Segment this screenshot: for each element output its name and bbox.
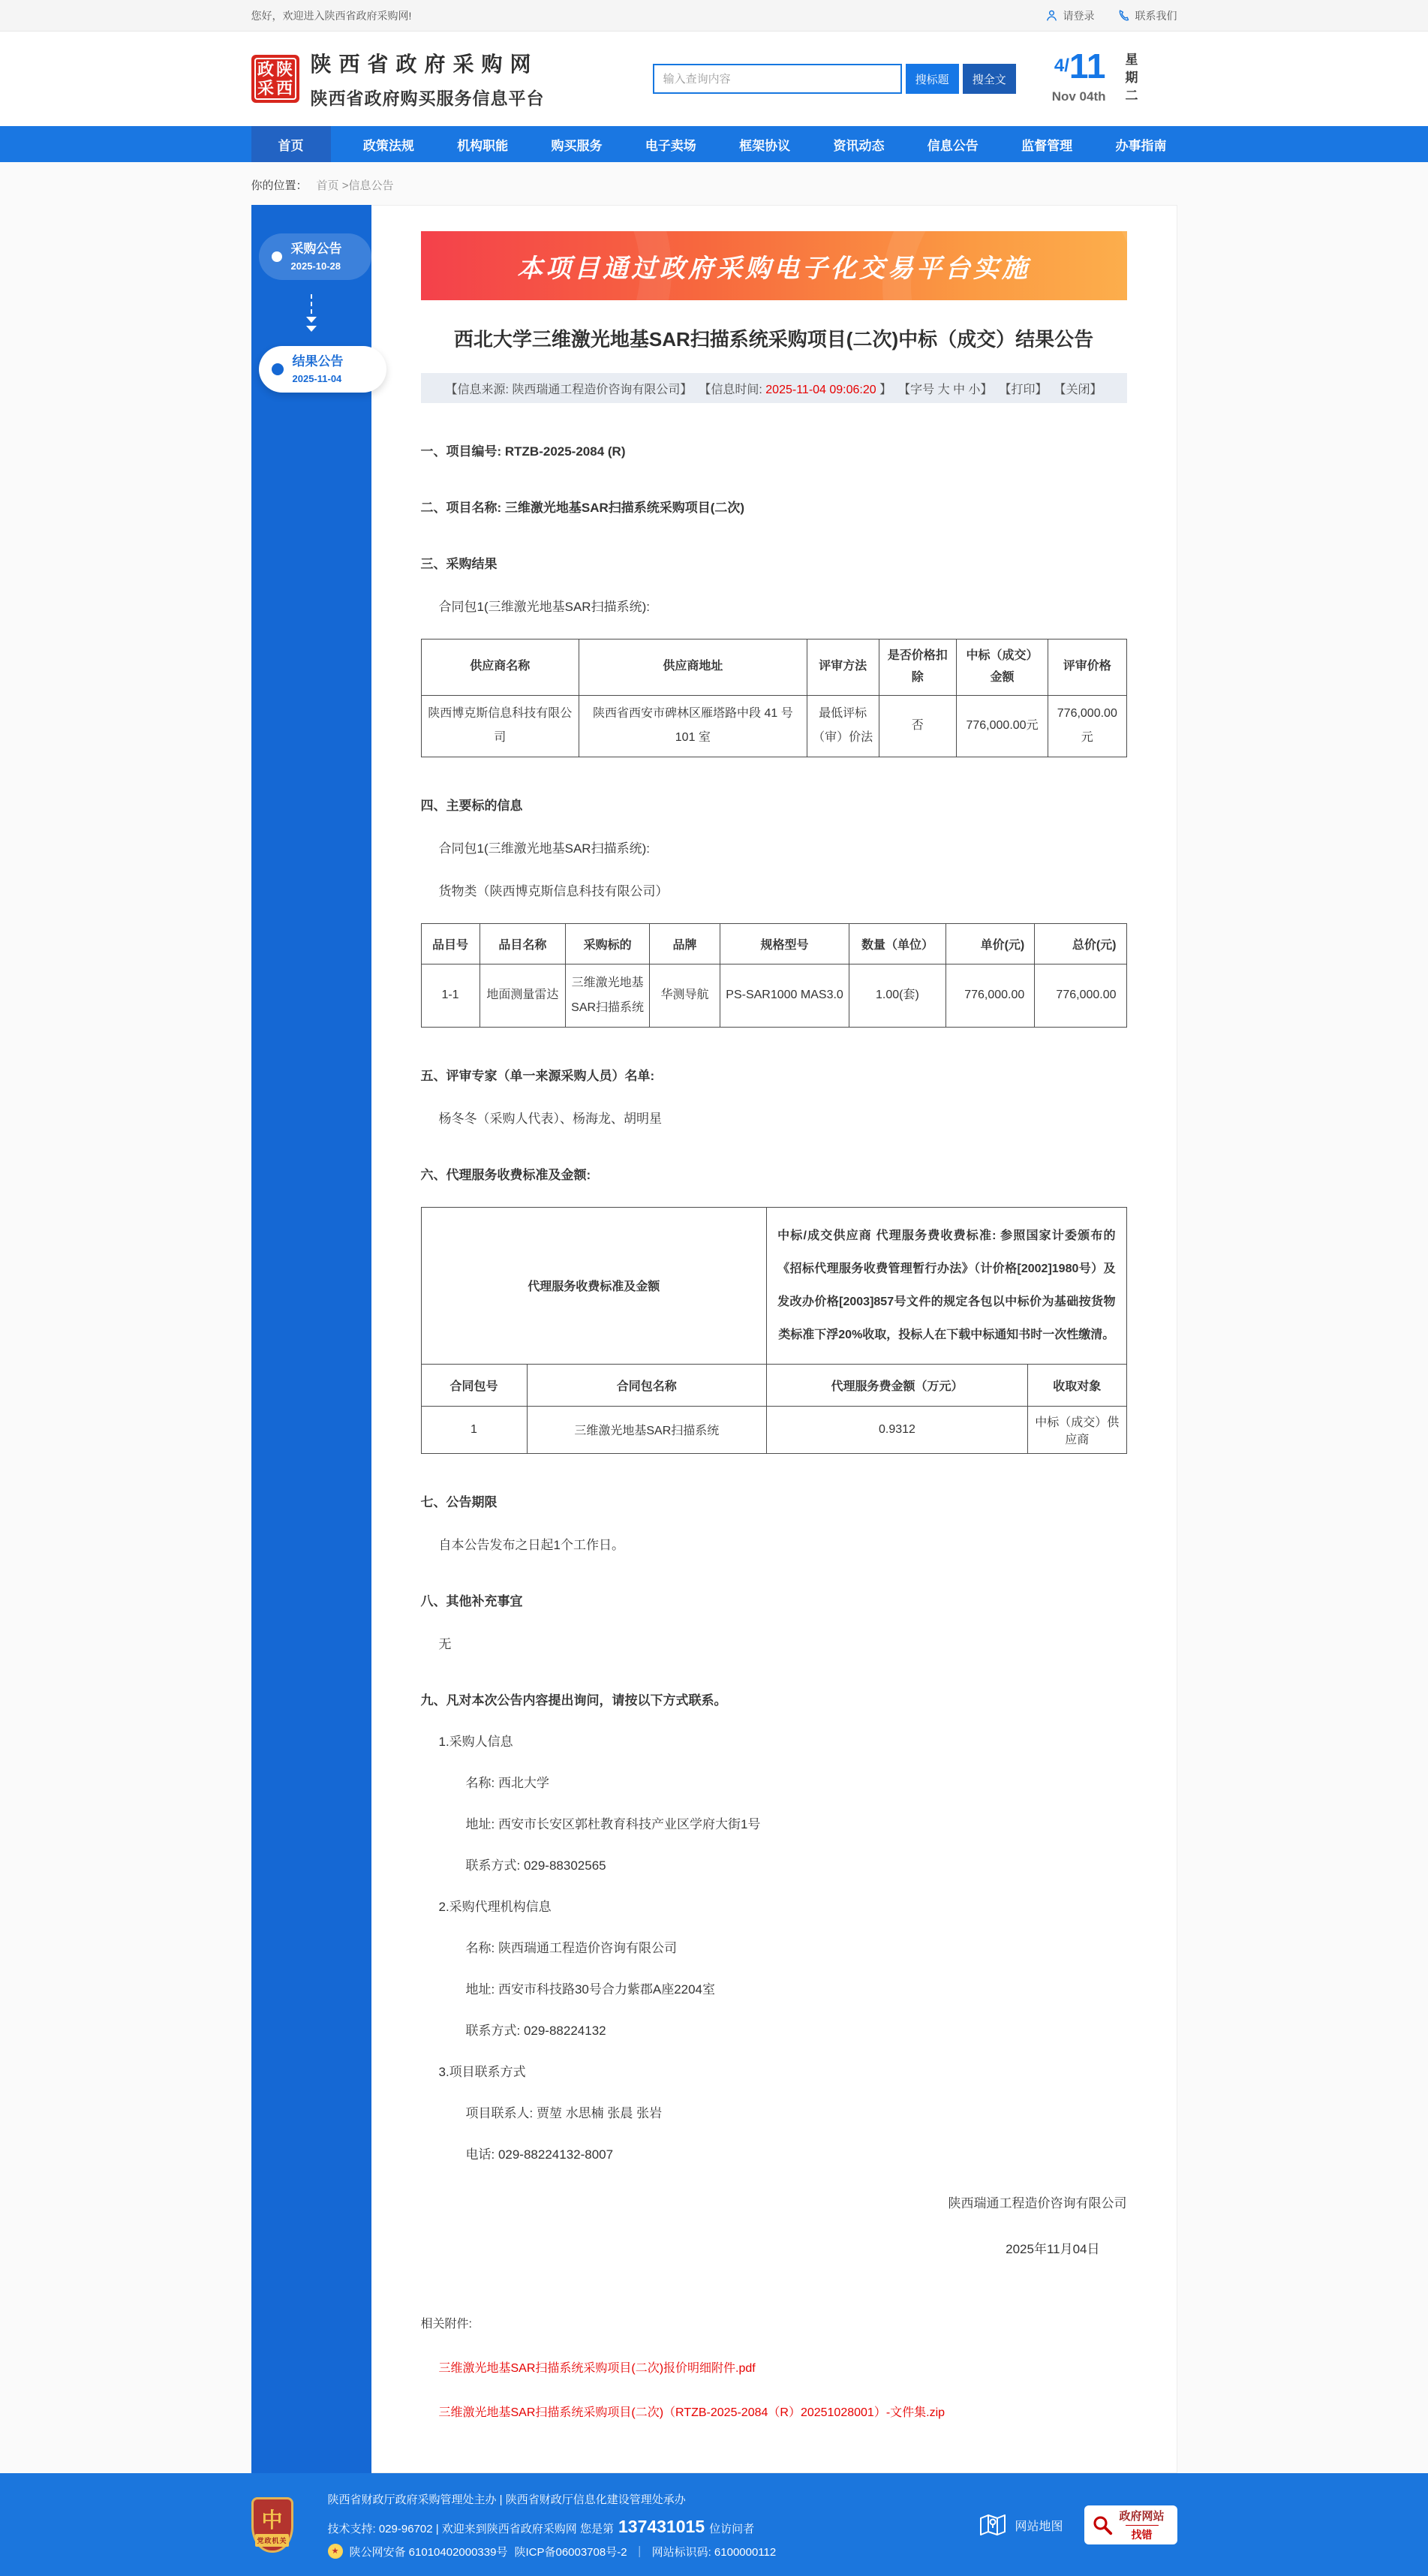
section-agency-fee-heading: 六、代理服务收费标准及金额: bbox=[420, 1167, 591, 1182]
login-link[interactable] bbox=[1045, 8, 1095, 23]
section-subject-heading: 四、主要标的信息 bbox=[420, 798, 523, 813]
column-header: 合同包名称 bbox=[527, 1364, 767, 1406]
table-header-row bbox=[421, 639, 1126, 696]
sidebar-item-date: 2025-11-04 bbox=[292, 372, 342, 384]
sidebar-item-title: 结果公告 bbox=[292, 354, 344, 369]
shield-label: 党政机关 bbox=[255, 2534, 289, 2547]
column-header: 供应商地址 bbox=[579, 639, 807, 696]
nav-item-framework[interactable]: 框架协议 bbox=[739, 138, 791, 153]
contact-line: 地址: 西安市科技路30号合力紫郡A座2204室 bbox=[465, 1982, 716, 1997]
search-fulltext-button[interactable]: 搜全文 bbox=[963, 64, 1016, 94]
footer-registration-line: ★ 陕公网安备 61010402000339号 陕ICP备06003708号-2 ｜ 网站标识码: 6100000112 bbox=[328, 2544, 980, 2559]
unit-price-cell: 776,000.00 bbox=[945, 964, 1034, 1027]
item-name-cell: 地面测量雷达 bbox=[480, 964, 566, 1027]
contact-link[interactable] bbox=[1117, 8, 1177, 23]
sidebar-item-date: 2025-10-28 bbox=[290, 260, 341, 272]
main-nav bbox=[0, 126, 1428, 162]
column-header: 代理服务费金额（万元） bbox=[767, 1364, 1028, 1406]
price-deduction-cell: 否 bbox=[879, 695, 956, 757]
column-header: 供应商名称 bbox=[421, 639, 579, 696]
contact-group-agency: 2.采购代理机构信息 bbox=[438, 1899, 552, 1914]
date-day: 11 bbox=[1069, 47, 1106, 86]
article-panel bbox=[371, 205, 1177, 2473]
sidebar-item-result-notice[interactable] bbox=[259, 346, 386, 393]
table-row bbox=[421, 964, 1126, 1027]
award-amount-cell: 776,000.00元 bbox=[956, 695, 1048, 757]
date-weekday: 星期二 bbox=[1123, 53, 1138, 107]
sidebar-item-procurement-notice[interactable] bbox=[259, 233, 371, 280]
bullet-dot-icon bbox=[272, 251, 282, 262]
font-size-control[interactable]: 【字号 大 中 小】 bbox=[898, 383, 993, 396]
date-month: 4/ bbox=[1054, 56, 1069, 77]
arrow-down-icon bbox=[251, 280, 371, 346]
contact-line: 联系方式: 029-88302565 bbox=[465, 1858, 606, 1873]
payer-cell: 中标（成交）供应商 bbox=[1027, 1406, 1126, 1453]
breadcrumb-wrap bbox=[0, 162, 1428, 205]
section-experts-heading: 五、评审专家（单一来源采购人员）名单: bbox=[420, 1068, 655, 1083]
column-header: 总价(元) bbox=[1035, 923, 1126, 964]
column-header: 单价(元) bbox=[945, 923, 1034, 964]
table-row bbox=[421, 695, 1126, 757]
contact-group-project: 3.项目联系方式 bbox=[438, 2064, 526, 2079]
contact-line: 名称: 西北大学 bbox=[465, 1775, 549, 1790]
column-header: 品目号 bbox=[421, 923, 480, 964]
agency-fee-label-cell: 代理服务收费标准及金额 bbox=[421, 1207, 767, 1364]
page-title: 西北大学三维激光地基SAR扫描系统采购项目(二次)中标（成交）结果公告 bbox=[453, 328, 1094, 351]
nav-item-purchase-services[interactable]: 购买服务 bbox=[551, 138, 603, 153]
total-price-cell: 776,000.00 bbox=[1035, 964, 1126, 1027]
agency-fee-description-cell: 中标/成交供应商 代理服务费收费标准: 参照国家计委颁布的《招标代理服务收费管理暂行办法》（计价格[2002]1980号）及发改办价格[2003]857号文件的规定各包以中标价为基础按货物类标准下浮20%收取，投标人在下载中标通知书时一次性缴清。 bbox=[767, 1207, 1126, 1364]
contact-line: 联系方式: 029-88224132 bbox=[465, 2023, 606, 2038]
sidebar-item-title: 采购公告 bbox=[290, 242, 342, 257]
breadcrumb bbox=[251, 162, 1177, 205]
article-meta-bar bbox=[421, 373, 1127, 403]
search-bar bbox=[653, 64, 1016, 94]
phone-icon bbox=[1117, 9, 1130, 22]
table-header-row bbox=[421, 923, 1126, 964]
visitor-count: 137431015 bbox=[618, 2516, 705, 2536]
welcome-text: 您好，欢迎进入陕西省政府采购网! bbox=[251, 9, 412, 22]
topbar bbox=[0, 0, 1428, 32]
logo-char: 政 bbox=[257, 59, 274, 79]
logo-char: 采 bbox=[257, 78, 274, 98]
footer-organizer-line: 陕西省财政厅政府采购管理处主办 | 陕西省财政厅信息化建设管理处承办 bbox=[327, 2493, 686, 2506]
section-project-number: 一、项目编号: RTZB-2025-2084 (R) bbox=[420, 444, 626, 459]
section-other-heading: 八、其他补充事宜 bbox=[420, 1593, 523, 1608]
procurement-subject-cell: 三维激光地基SAR扫描系统 bbox=[566, 964, 650, 1027]
nav-item-announcements[interactable]: 信息公告 bbox=[927, 138, 979, 153]
package-name-cell: 三维激光地基SAR扫描系统 bbox=[527, 1406, 767, 1453]
section-project-name: 二、项目名称: 三维激光地基SAR扫描系统采购项目(二次) bbox=[420, 501, 745, 515]
close-button[interactable]: 【关闭】 bbox=[1054, 383, 1102, 396]
nav-item-news[interactable]: 资讯动态 bbox=[833, 138, 885, 153]
date-en: Nov 04th bbox=[1051, 89, 1106, 104]
column-header: 是否价格扣除 bbox=[879, 639, 956, 696]
security-record-number[interactable]: 陕公网安备 61010402000339号 bbox=[349, 2545, 508, 2559]
date-widget bbox=[1051, 47, 1177, 107]
agency-fee-table bbox=[421, 1207, 1127, 1454]
supplier-address-cell: 陕西省西安市碑林区雁塔路中段 41 号 101 室 bbox=[579, 695, 807, 757]
meta-source: 【信息来源: 陕西瑞通工程造价咨询有限公司】 bbox=[445, 383, 693, 396]
table-row bbox=[421, 1406, 1126, 1453]
login-label: 请登录 bbox=[1063, 9, 1095, 22]
contact-line: 名称: 陕西瑞通工程造价咨询有限公司 bbox=[465, 1940, 677, 1955]
other-text: 无 bbox=[438, 1636, 452, 1651]
contact-line: 项目联系人: 贾堃 水思楠 张晨 张岩 bbox=[465, 2105, 663, 2120]
gov-site-error-report-badge[interactable] bbox=[1084, 2505, 1177, 2544]
attachment-link-zip[interactable]: 三维激光地基SAR扫描系统采购项目(二次)（RTZB-2025-2084（R）20251028001）-文件集.zip bbox=[438, 2406, 945, 2419]
logo-char: 陕 bbox=[275, 59, 293, 79]
icp-number[interactable]: 陕ICP备06003708号-2 bbox=[514, 2545, 627, 2559]
nav-item-supervision[interactable]: 监督管理 bbox=[1021, 138, 1073, 153]
section-period-heading: 七、公告期限 bbox=[420, 1494, 498, 1509]
contact-label: 联系我们 bbox=[1135, 9, 1177, 22]
column-header: 合同包号 bbox=[421, 1364, 527, 1406]
national-emblem-icon: ★ bbox=[328, 2544, 343, 2559]
sitemap-link[interactable] bbox=[979, 2513, 1063, 2537]
attachment-link-pdf[interactable]: 三维激光地基SAR扫描系统采购项目(二次)报价明细附件.pdf bbox=[438, 2361, 756, 2375]
bullet-dot-icon bbox=[272, 363, 284, 375]
magnifier-icon bbox=[1091, 2514, 1114, 2536]
table-row bbox=[421, 1207, 1126, 1364]
contact-group-purchaser: 1.采购人信息 bbox=[438, 1734, 513, 1749]
site-identification-code: 网站标识码: 6100000112 bbox=[651, 2545, 777, 2559]
footer bbox=[0, 2473, 1428, 2576]
site-subtitle: 陕西省政府购买服务信息平台 bbox=[310, 89, 545, 108]
signature-company: 陕西瑞通工程造价咨询有限公司 bbox=[948, 2195, 1127, 2210]
meta-time-value: 2025-11-04 09:06:20 bbox=[765, 383, 876, 396]
party-government-badge bbox=[251, 2497, 293, 2553]
model-cell: PS-SAR1000 MAS3.0 bbox=[720, 964, 849, 1027]
contract-package-label: 合同包1(三维激光地基SAR扫描系统): bbox=[438, 600, 650, 614]
user-icon bbox=[1045, 9, 1058, 22]
contact-line: 地址: 西安市长安区郭杜教育科技产业区学府大街1号 bbox=[465, 1816, 761, 1831]
column-header: 评审方法 bbox=[807, 639, 879, 696]
quantity-cell: 1.00(套) bbox=[849, 964, 946, 1027]
err-badge-action: 找错 bbox=[1126, 2525, 1159, 2542]
experts-names: 杨冬冬（采购人代表）、杨海龙、胡明星 bbox=[438, 1111, 662, 1126]
search-title-button[interactable]: 搜标题 bbox=[906, 64, 959, 94]
logo-char: 西 bbox=[275, 78, 293, 98]
item-no-cell: 1-1 bbox=[421, 964, 480, 1027]
search-input[interactable] bbox=[653, 64, 902, 94]
nav-item-home[interactable]: 首页 bbox=[251, 126, 331, 162]
supplier-name-cell: 陕西博克斯信息科技有限公司 bbox=[421, 695, 579, 757]
site-name: 陕西省政府采购网 bbox=[310, 53, 539, 76]
breadcrumb-home-link[interactable]: 首页 bbox=[316, 179, 339, 192]
sitemap-label: 网站地图 bbox=[1015, 2520, 1063, 2533]
column-header: 品目名称 bbox=[480, 923, 566, 964]
section-result-heading: 三、采购结果 bbox=[420, 557, 498, 571]
platform-banner: 本项目通过政府采购电子化交易平台实施 bbox=[421, 231, 1127, 300]
footer-support-line: 技术支持: 029-96702 | 欢迎来到陕西省政府采购网 您是第 137431015 位访问者 bbox=[327, 2516, 755, 2536]
signature-date: 2025年11月04日 bbox=[1006, 2241, 1100, 2256]
column-header: 评审价格 bbox=[1048, 639, 1126, 696]
table-header-row bbox=[421, 1364, 1126, 1406]
shield-emblem-icon: 中 bbox=[261, 2508, 283, 2532]
section-contact-heading: 九、凡对本次公告内容提出询问，请按以下方式联系。 bbox=[420, 1693, 727, 1708]
contact-line: 电话: 029-88224132-8007 bbox=[465, 2147, 614, 2162]
print-button[interactable]: 【打印】 bbox=[999, 383, 1048, 396]
column-header: 品牌 bbox=[650, 923, 720, 964]
breadcrumb-prefix: 你的位置： bbox=[251, 179, 308, 192]
package-no-cell: 1 bbox=[421, 1406, 527, 1453]
supplier-result-table bbox=[421, 639, 1127, 757]
brand bbox=[251, 48, 545, 110]
breadcrumb-current: >信息公告 bbox=[341, 179, 394, 192]
err-badge-title: 政府网站 bbox=[1119, 2510, 1165, 2523]
nav-item-e-marketplace[interactable]: 电子卖场 bbox=[645, 138, 696, 153]
sidebar bbox=[251, 205, 371, 2473]
goods-category-label: 货物类（陕西博克斯信息科技有限公司） bbox=[438, 883, 669, 898]
column-header: 收取对象 bbox=[1027, 1364, 1126, 1406]
header bbox=[0, 32, 1428, 126]
nav-item-guide[interactable]: 办事指南 bbox=[1115, 138, 1167, 153]
period-text: 自本公告发布之日起1个工作日。 bbox=[438, 1537, 624, 1552]
column-header: 数量（单位） bbox=[849, 923, 946, 964]
review-method-cell: 最低评标（审）价法 bbox=[807, 695, 879, 757]
map-icon bbox=[979, 2513, 1006, 2537]
column-header: 规格型号 bbox=[720, 923, 849, 964]
review-price-cell: 776,000.00元 bbox=[1048, 695, 1126, 757]
meta-time: 【信息时间: 2025-11-04 09:06:20 】 bbox=[699, 383, 892, 396]
contract-package-label: 合同包1(三维激光地基SAR扫描系统): bbox=[438, 841, 650, 856]
site-logo[interactable] bbox=[251, 55, 299, 103]
nav-item-policies[interactable]: 政策法规 bbox=[362, 138, 414, 153]
column-header: 采购标的 bbox=[566, 923, 650, 964]
column-header: 中标（成交）金额 bbox=[956, 639, 1048, 696]
attachments-label: 相关附件: bbox=[420, 2317, 472, 2331]
subject-items-table bbox=[421, 923, 1127, 1028]
fee-amount-cell: 0.9312 bbox=[767, 1406, 1028, 1453]
nav-item-functions[interactable]: 机构职能 bbox=[457, 138, 509, 153]
main-wrap bbox=[0, 205, 1428, 2473]
brand-cell: 华测导航 bbox=[650, 964, 720, 1027]
